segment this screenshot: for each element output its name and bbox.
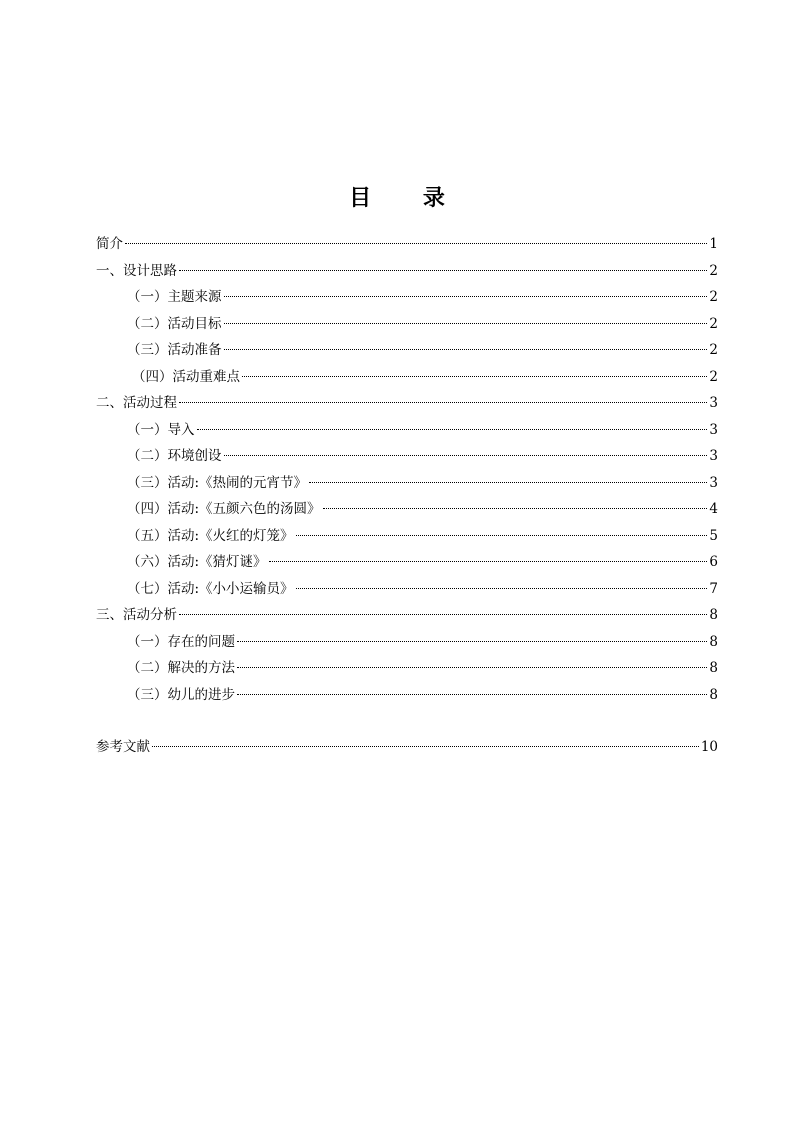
toc-entry-page-number: 2 xyxy=(709,342,718,358)
toc-entry-page-number: 8 xyxy=(709,686,718,703)
toc-dot-leader xyxy=(323,508,708,509)
toc-entry-page-number: 3 xyxy=(709,448,718,464)
toc-entry-page-number: 2 xyxy=(709,262,718,279)
toc-dot-leader xyxy=(224,323,708,324)
toc-entry[interactable] xyxy=(96,390,718,417)
toc-entry-label: （七）活动:《小小运输员》 xyxy=(127,580,294,597)
toc-dot-leader xyxy=(242,376,707,377)
toc-dot-leader xyxy=(224,296,708,297)
toc-entry[interactable] xyxy=(96,364,718,391)
toc-entry[interactable] xyxy=(96,576,718,603)
toc-entry[interactable] xyxy=(96,258,718,285)
toc-entry-label: 一、设计思路 xyxy=(96,262,177,279)
toc-entry-label: （三）幼儿的进步 xyxy=(127,686,235,703)
toc-dot-leader xyxy=(179,402,707,403)
toc-dot-leader xyxy=(125,243,707,244)
toc-entry-label: （六）活动:《猜灯谜》 xyxy=(127,554,267,570)
toc-entry-label: 简介 xyxy=(96,236,123,252)
toc-dot-leader xyxy=(179,270,707,271)
toc-entry-label: 二、活动过程 xyxy=(96,395,177,411)
toc-entry-page-number: 2 xyxy=(709,368,718,385)
toc-entry-label: （二）解决的方法 xyxy=(127,660,235,676)
toc-dot-leader xyxy=(224,349,708,350)
toc-entry-label: （一）存在的问题 xyxy=(127,633,235,650)
toc-entry-label: （三）活动准备 xyxy=(127,342,222,358)
toc-entry[interactable] xyxy=(96,602,718,629)
toc-dot-leader xyxy=(237,641,707,642)
toc-entry[interactable] xyxy=(96,734,718,761)
toc-entry-label: （一）导入 xyxy=(127,421,195,438)
toc-dot-leader xyxy=(237,667,707,668)
toc-entry-page-number: 8 xyxy=(709,660,718,676)
toc-dot-leader xyxy=(296,535,708,536)
toc-entry-page-number: 3 xyxy=(709,421,718,438)
toc-entry-label: （五）活动:《火红的灯笼》 xyxy=(127,527,294,544)
page-title: 目 录 xyxy=(349,185,467,211)
toc-entry-page-number: 5 xyxy=(709,527,718,544)
toc-entry[interactable] xyxy=(96,470,718,497)
toc-entry[interactable] xyxy=(96,496,718,523)
toc-dot-leader xyxy=(197,429,708,430)
toc-entry-label: 参考文献 xyxy=(96,739,150,755)
toc-dot-leader xyxy=(224,455,708,456)
toc-entry-page-number: 6 xyxy=(709,554,718,570)
toc-entry-page-number: 1 xyxy=(709,236,718,252)
toc-entry-page-number: 3 xyxy=(709,474,718,491)
toc-dot-leader xyxy=(296,588,708,589)
toc-entry-label: （四）活动重难点 xyxy=(132,368,240,385)
toc-entry-page-number: 3 xyxy=(709,395,718,411)
toc-entry-label: （四）活动:《五颜六色的汤圆》 xyxy=(127,501,321,517)
toc-entry[interactable] xyxy=(96,682,718,709)
toc-entry[interactable] xyxy=(96,417,718,444)
toc-entry[interactable] xyxy=(96,284,718,311)
toc-entry-page-number: 7 xyxy=(709,580,718,597)
toc-dot-leader xyxy=(309,482,707,483)
toc-entry-page-number: 4 xyxy=(709,501,718,517)
toc-entry[interactable] xyxy=(96,443,718,470)
toc-entry[interactable] xyxy=(96,231,718,258)
toc-entry[interactable] xyxy=(96,337,718,364)
toc-entry-label: （一）主题来源 xyxy=(127,289,222,305)
toc-entry-page-number: 8 xyxy=(709,607,718,623)
toc-entry-page-number: 2 xyxy=(709,315,718,332)
table-of-contents xyxy=(96,231,718,761)
toc-dot-leader xyxy=(237,694,707,695)
toc-entry[interactable] xyxy=(96,549,718,576)
toc-entry-page-number: 8 xyxy=(709,633,718,650)
toc-dot-leader xyxy=(269,561,708,562)
toc-entry[interactable] xyxy=(96,523,718,550)
toc-entry-label: （二）环境创设 xyxy=(127,448,222,464)
toc-entry[interactable] xyxy=(96,629,718,656)
toc-entry-page-number: 10 xyxy=(700,739,718,755)
toc-entry[interactable] xyxy=(96,311,718,338)
toc-entry-label: （三）活动:《热闹的元宵节》 xyxy=(127,474,308,491)
toc-dot-leader xyxy=(152,746,699,747)
toc-entry-label: 三、活动分析 xyxy=(96,607,177,623)
toc-entry-label: （二）活动目标 xyxy=(127,315,222,332)
toc-entry-page-number: 2 xyxy=(709,289,718,305)
toc-dot-leader xyxy=(179,614,707,615)
toc-entry[interactable] xyxy=(96,655,718,682)
